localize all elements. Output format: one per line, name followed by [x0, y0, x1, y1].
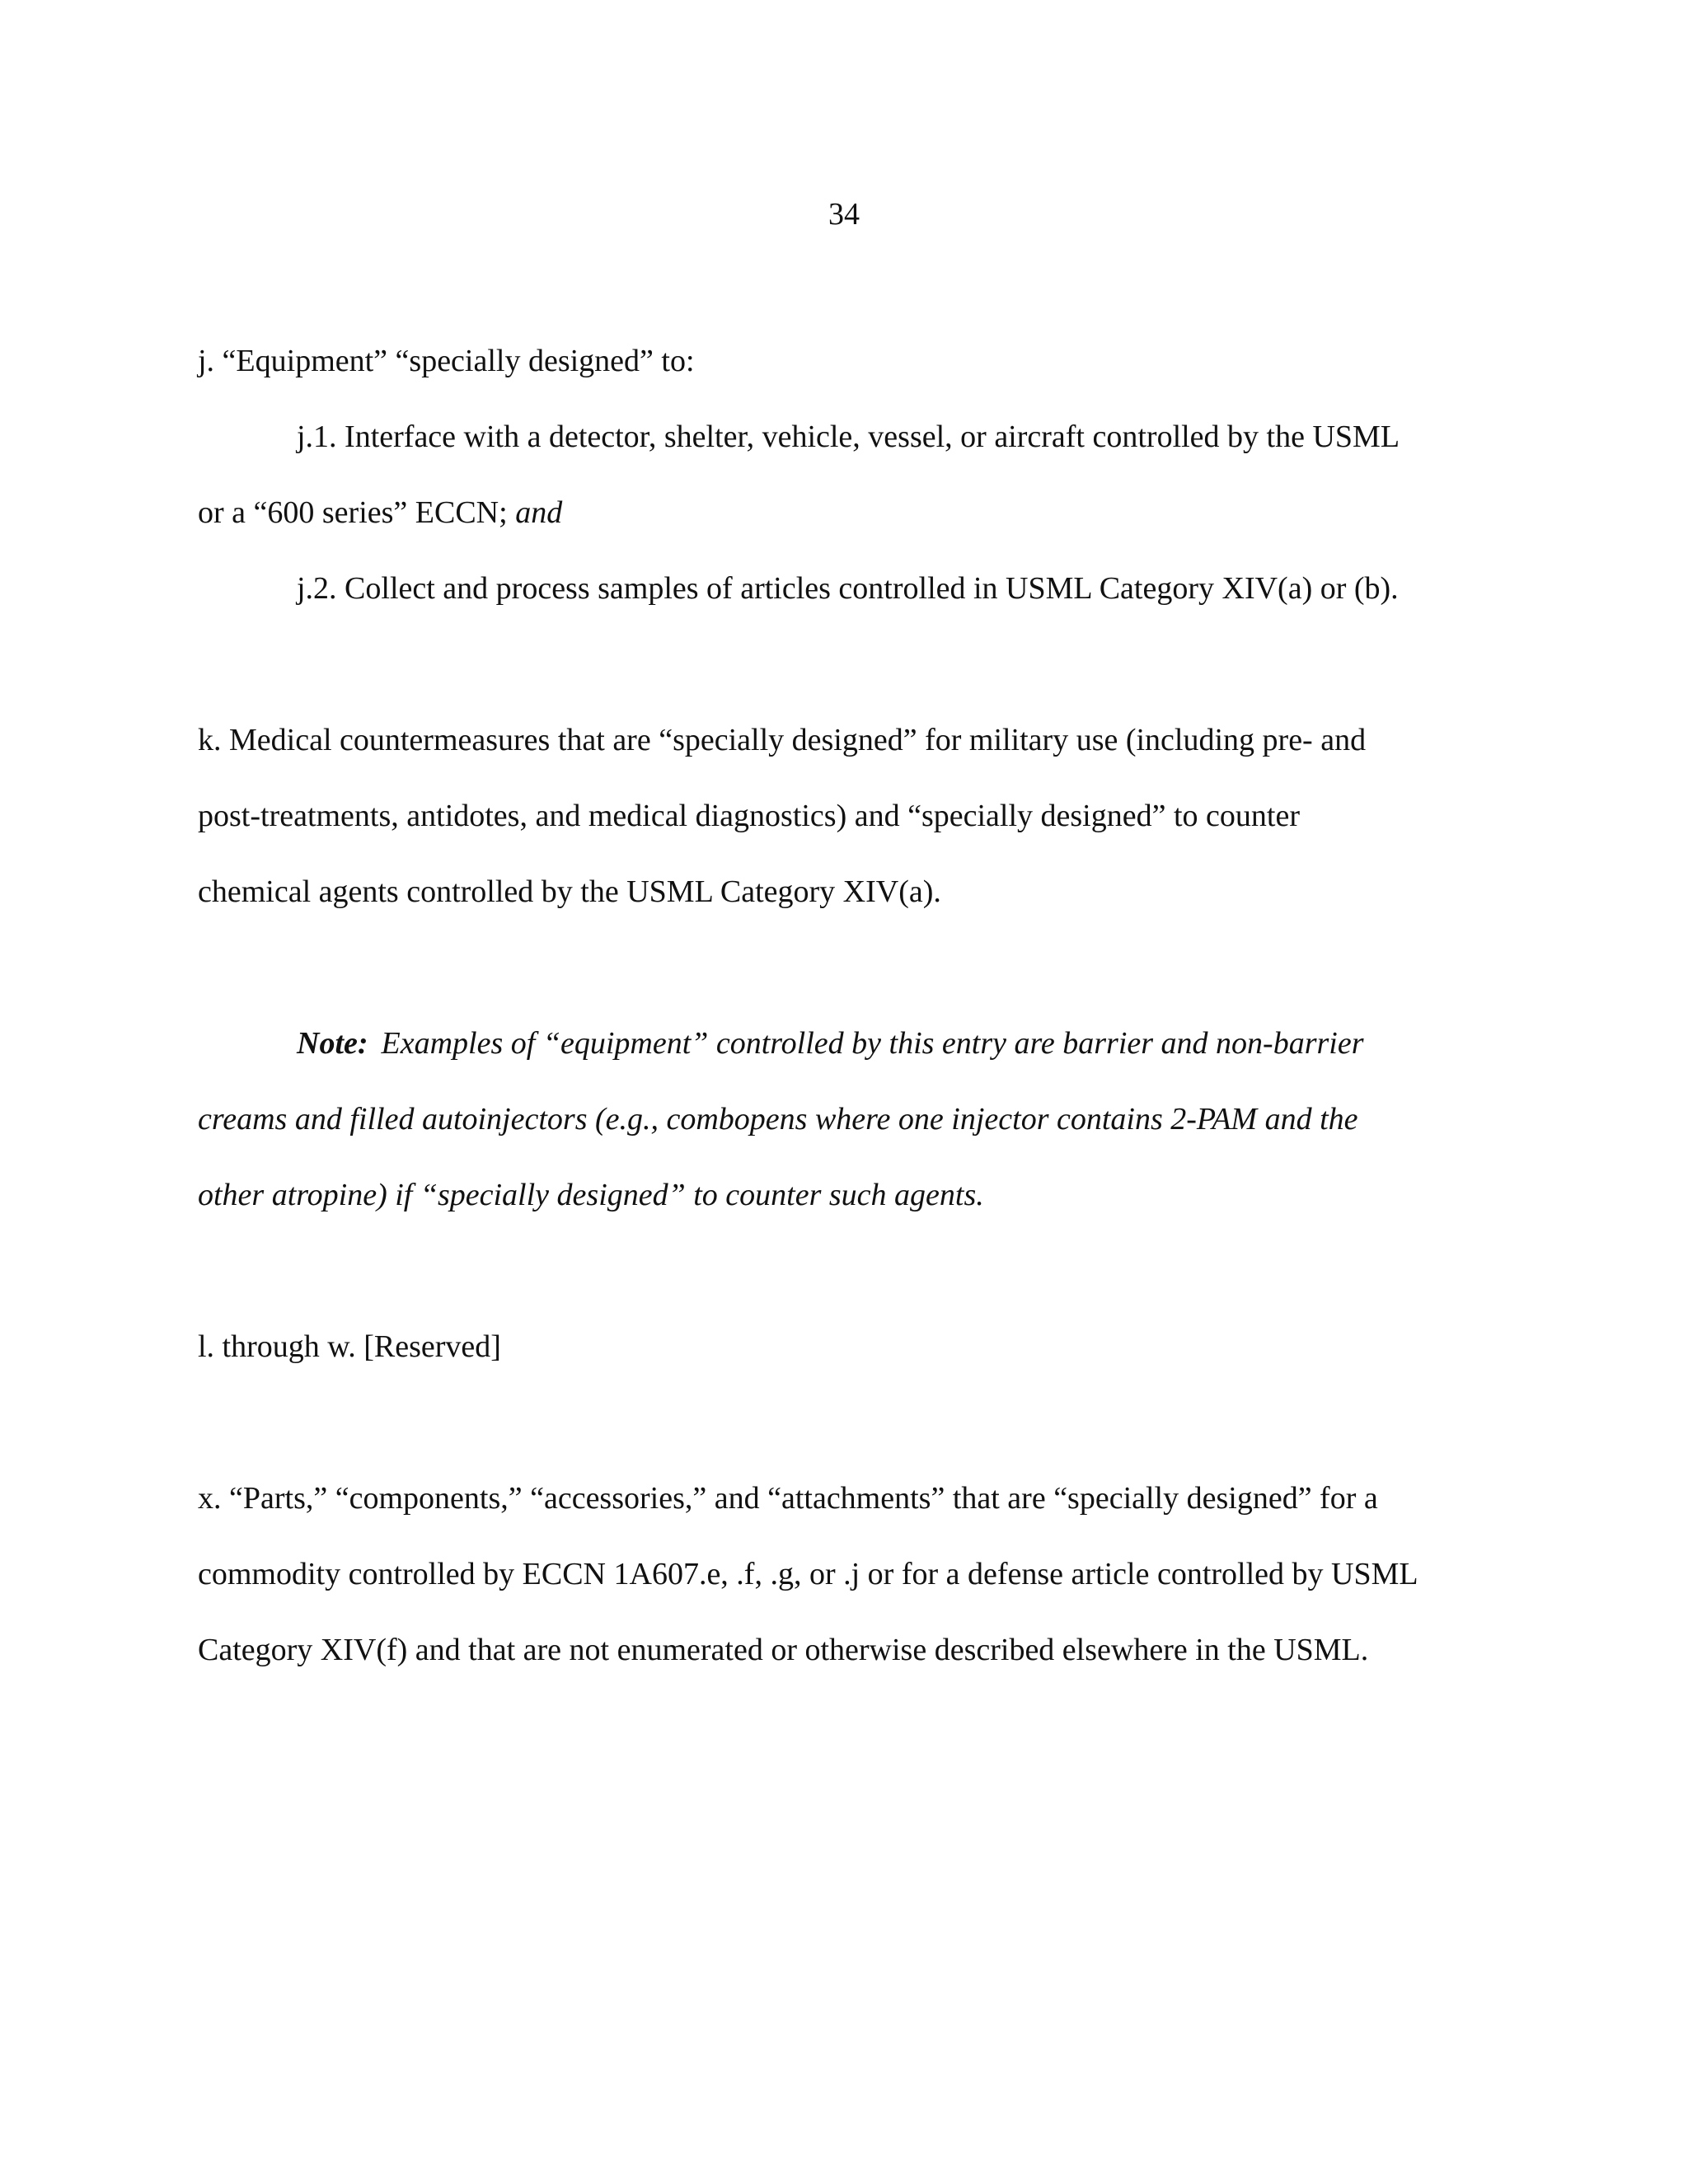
item-k-line2-text: post-treatments, antidotes, and medical diagnostics) and “specially designed” to counter — [198, 799, 1300, 833]
item-k-line3-text: chemical agents controlled by the USML Category XIV(a). — [198, 874, 941, 909]
item-j1-line2-text: or a “600 series” ECCN; — [198, 495, 516, 530]
note-line3-text: other atropine) if “specially designed” to counter such agents. — [198, 1178, 984, 1212]
note-line2-text: creams and filled autoinjectors (e.g., combopens where one injector contains 2-PAM and the — [198, 1102, 1358, 1137]
item-j-intro-text: j. “Equipment” “specially designed” to: — [198, 344, 695, 378]
item-k-line3 — [198, 854, 1517, 930]
item-j1-line1-text: j.1. Interface with a detector, shelter, vehicle, vessel, or aircraft controlled by the USML — [297, 419, 1400, 454]
item-l-w-text: l. through w. [Reserved] — [198, 1329, 501, 1364]
item-k-line1-text: k. Medical countermeasures that are “specially designed” for military use (including pre- and — [198, 723, 1367, 757]
note-label: Note: — [297, 1026, 368, 1061]
item-x-line2 — [198, 1536, 1517, 1612]
item-x-line3-text: Category XIV(f) and that are not enumerated or otherwise described elsewhere in the USML. — [198, 1633, 1369, 1667]
item-j2-text: j.2. Collect and process samples of articles controlled in USML Category XIV(a) or (b). — [297, 571, 1399, 606]
item-x-line2-text: commodity controlled by ECCN 1A607.e, .f, .g, or .j or for a defense article controlled by USML — [198, 1557, 1418, 1591]
item-j1-and: and — [515, 495, 563, 530]
note-line3 — [198, 1157, 1517, 1233]
item-k-line2 — [198, 778, 1517, 854]
item-l-w — [198, 1309, 1517, 1385]
item-j1-line2 — [198, 475, 1517, 551]
note-line2 — [198, 1081, 1517, 1157]
item-j-intro — [198, 323, 1517, 399]
item-j1-line1 — [198, 399, 1615, 475]
item-x-line3 — [198, 1612, 1517, 1688]
page-number: 34 — [828, 197, 860, 232]
item-x-line1 — [198, 1460, 1517, 1536]
item-j2 — [198, 551, 1615, 626]
note-line1-text: Examples of “equipment” controlled by this entry are barrier and non-barrier — [381, 1026, 1364, 1061]
item-x-line1-text: x. “Parts,” “components,” “accessories,” and “attachments” that are “specially designed” for a — [198, 1481, 1378, 1516]
note-line1 — [198, 1005, 1615, 1081]
item-k-line1 — [198, 702, 1517, 778]
